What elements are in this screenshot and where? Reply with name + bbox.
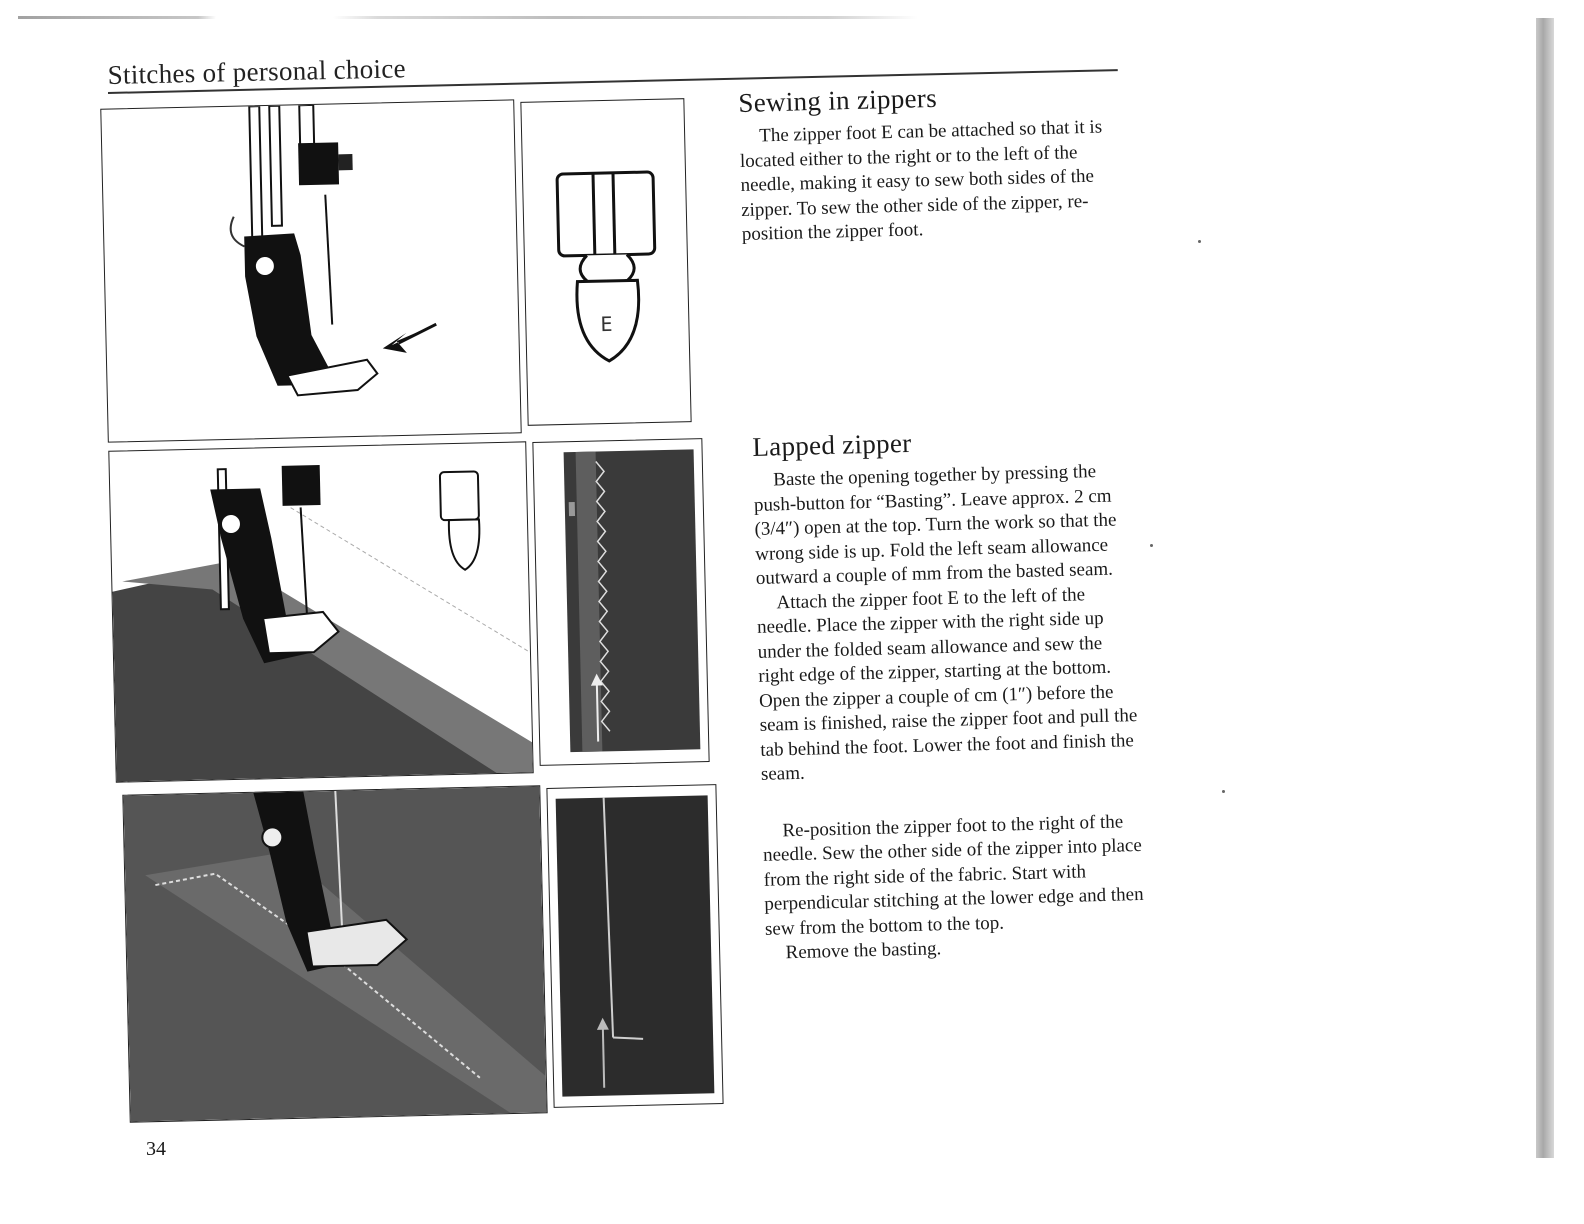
lapped-zipper-paragraph-2: Attach the zipper foot E to the left of the needle. Place the zipper with the right side up under the folded seam allowance and sew the right edge of the zipper, starting at the bottom. Open the zipper a couple of cm (1″) before the seam is finished, raise the zipper foot and pull the tab behind the foot. Lower the foot and finish the seam. xyxy=(756,583,1138,785)
sewing-in-zippers-section xyxy=(738,78,1122,247)
illustration-zipper-finished xyxy=(547,785,722,1107)
lapped-zipper-heading: Lapped zipper xyxy=(752,427,912,462)
illustration-sewing-zipper xyxy=(109,442,532,781)
lapped-zipper-paragraph-3: Re-position the zipper foot to the right of the needle. Sew the other side of the zipper into place from the right side of the fabric. Start with perpendicular stitching at the lower edge and then sew from the bottom to the top. xyxy=(762,810,1144,940)
figure-sewing-zipper xyxy=(108,441,533,782)
foot-label-e: E xyxy=(600,311,613,337)
scan-binding-edge xyxy=(1536,18,1554,1158)
figure-zipper-finished xyxy=(546,784,723,1108)
figure-foot-e xyxy=(520,98,691,426)
illustration-topstitching xyxy=(123,786,546,1121)
figure-zipper-stitched xyxy=(532,438,709,766)
figure-foot-attach xyxy=(100,99,521,442)
illustration-foot-e xyxy=(521,99,690,425)
page-number: 34 xyxy=(146,1138,166,1160)
lapped-zipper-section xyxy=(752,422,1148,966)
scan-artifact-top xyxy=(18,16,918,19)
section-title: Stitches of personal choice xyxy=(107,53,407,91)
illustration-zipper-stitched xyxy=(533,439,708,765)
sewing-in-zippers-heading: Sewing in zippers xyxy=(738,82,938,118)
scan-speck xyxy=(1150,544,1153,547)
scan-speck xyxy=(1222,790,1225,793)
illustration-foot-attach xyxy=(101,100,520,441)
figure-topstitching xyxy=(122,785,547,1122)
lapped-zipper-paragraph-4: Remove the basting. xyxy=(785,938,942,964)
scan-speck xyxy=(1198,240,1201,243)
sewing-in-zippers-paragraph: The zipper foot E can be attached so that it is located either to the right or to the left of the needle, making it easy to sew both sides of the zipper. To sew the other side of the zipper, re-position the zipper foot. xyxy=(739,116,1103,245)
lapped-zipper-paragraph-1: Baste the opening together by pressing the push-button for “Basting”. Leave approx. 2 cm (3/4″) open at the top. Turn the work so that the wrong side is up. Fold the left seam allowance outward a couple of mm from the basted seam. xyxy=(753,461,1117,589)
